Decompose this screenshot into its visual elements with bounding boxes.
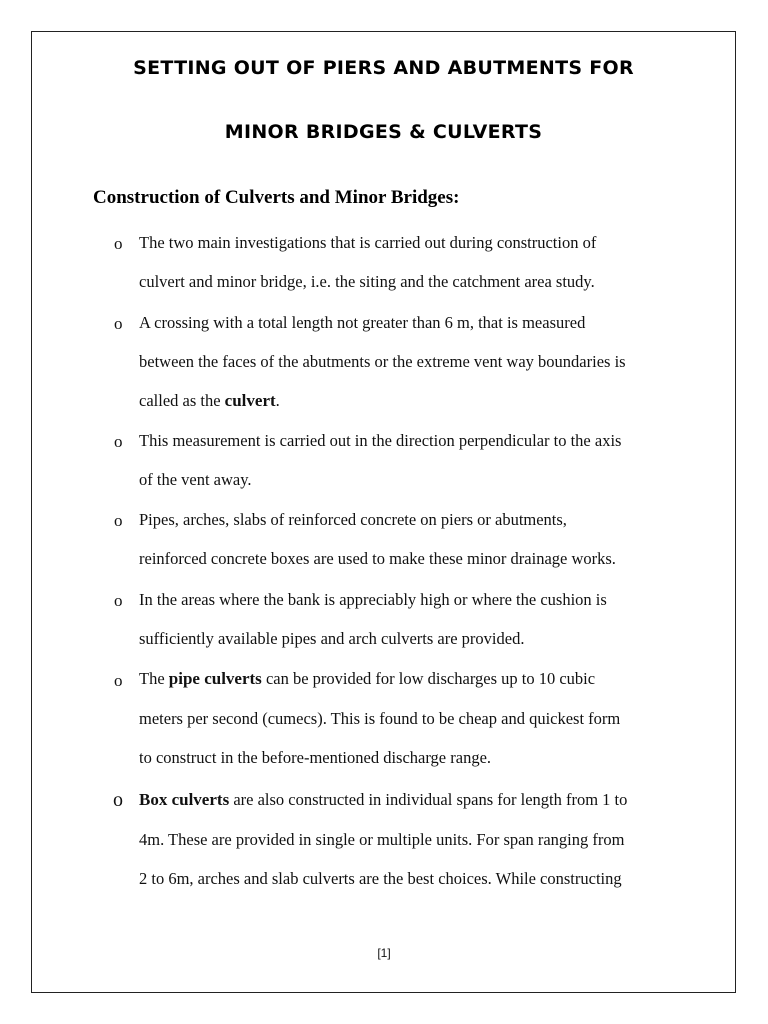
bold-term: pipe culverts <box>168 669 262 688</box>
section-heading: Construction of Culverts and Minor Bridges: <box>93 187 460 208</box>
document-title-line-1: SETTING OUT OF PIERS AND ABUTMENTS FOR <box>133 57 634 79</box>
paragraph-line: of the vent away. <box>139 470 252 489</box>
paragraph-line: 4m. These are provided in single or multiple units. For span ranging from <box>139 830 625 849</box>
bullet-marker: o <box>114 511 123 530</box>
paragraph-line: This measurement is carried out in the direction perpendicular to the axis <box>139 431 622 450</box>
paragraph-line: In the areas where the bank is appreciably high or where the cushion is <box>139 590 607 609</box>
paragraph-line: sufficiently available pipes and arch culverts are provided. <box>139 629 525 648</box>
paragraph-line: between the faces of the abutments or the extreme vent way boundaries is <box>139 352 626 371</box>
paragraph-line: called as the culvert. <box>139 391 280 410</box>
bullet-marker: o <box>113 789 123 811</box>
bullet-marker: o <box>114 314 123 333</box>
bold-term: culvert <box>224 391 276 410</box>
bold-term: Box culverts <box>139 790 230 809</box>
paragraph-line: A crossing with a total length not greater than 6 m, that is measured <box>139 313 586 332</box>
bullet-marker: o <box>114 432 123 451</box>
paragraph-line: reinforced concrete boxes are used to make these minor drainage works. <box>139 549 616 568</box>
paragraph-line: Box culverts are also constructed in individual spans for length from 1 to <box>139 790 628 809</box>
paragraph-line: to construct in the before-mentioned discharge range. <box>139 748 492 767</box>
paragraph-line: culvert and minor bridge, i.e. the siting and the catchment area study. <box>139 272 595 291</box>
bullet-marker: o <box>114 591 123 610</box>
bullet-marker: o <box>114 671 123 690</box>
paragraph-line: The pipe culverts can be provided for low discharges up to 10 cubic <box>139 669 596 688</box>
page-number: [1] <box>377 946 391 960</box>
paragraph-line: meters per second (cumecs). This is found to be cheap and quickest form <box>139 709 621 728</box>
bullet-marker: o <box>114 234 123 253</box>
paragraph-line: 2 to 6m, arches and slab culverts are the best choices. While constructing <box>139 869 622 888</box>
document-title-line-2: MINOR BRIDGES & CULVERTS <box>224 121 543 143</box>
paragraph-line: The two main investigations that is carried out during construction of <box>139 233 597 252</box>
paragraph-line: Pipes, arches, slabs of reinforced concrete on piers or abutments, <box>139 510 567 529</box>
